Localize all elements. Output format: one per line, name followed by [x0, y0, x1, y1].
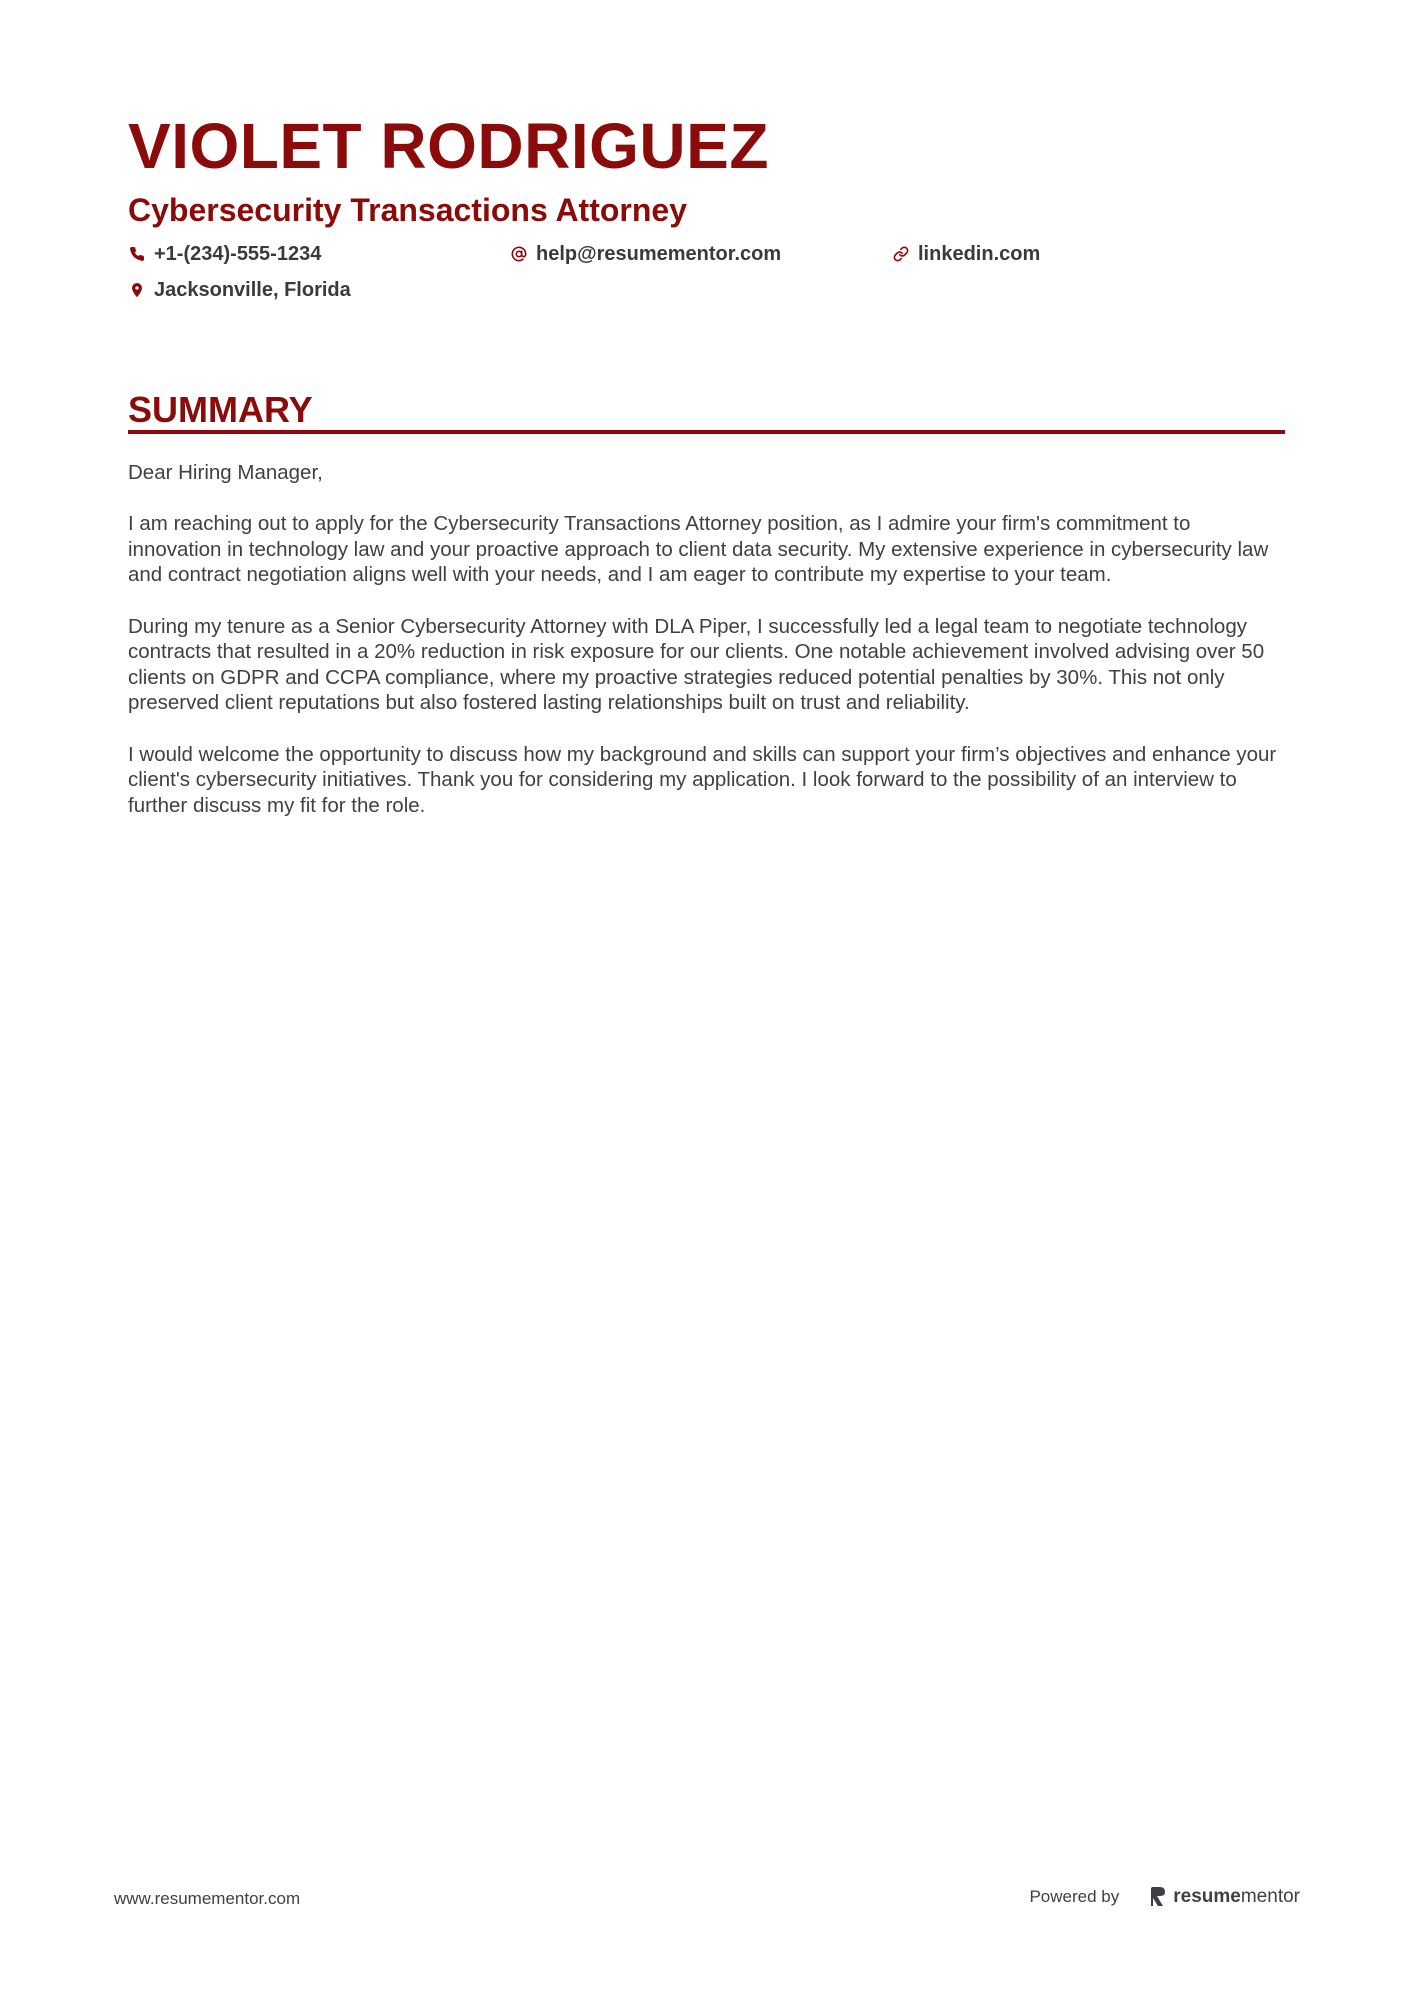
- footer-website-link[interactable]: www.resumementor.com: [114, 1889, 301, 1908]
- section-heading-summary: SUMMARY: [128, 389, 313, 430]
- section-divider: [128, 430, 1285, 434]
- candidate-name: VIOLET RODRIGUEZ: [128, 110, 769, 182]
- link-icon: [892, 245, 910, 263]
- contact-phone: [128, 239, 321, 269]
- phone-icon: [128, 245, 146, 263]
- contact-linkedin[interactable]: [892, 239, 1040, 269]
- letter-paragraph: I would welcome the opportunity to discuss how my background and skills can support your firm’s objectives and enhance your client's cybersecurity initiatives. Thank you for considering my application. I look forward to the possibility of an interview to further discuss my fit for the role.: [128, 742, 1277, 817]
- email-text: help@resumementor.com: [536, 242, 782, 265]
- resumementor-logo-icon: [1149, 1886, 1167, 1908]
- contact-email[interactable]: [510, 239, 781, 269]
- powered-by-label: Powered by: [1029, 1887, 1120, 1906]
- phone-text: +1-(234)-555-1234: [154, 242, 322, 265]
- location-text: Jacksonville, Florida: [154, 278, 351, 301]
- letter-salutation: Dear Hiring Manager,: [128, 461, 323, 484]
- letter-paragraph: I am reaching out to apply for the Cybersecurity Transactions Attorney position, as I admire your firm's commitment to innovation in technology law and your proactive approach to client data security. My extensive experience in cybersecurity law and contract negotiation aligns well with your needs, and I am eager to contribute my expertise to your team.: [128, 512, 1269, 587]
- footer-branding[interactable]: [1029, 1882, 1300, 1912]
- letter-paragraph: During my tenure as a Senior Cybersecurity Attorney with DLA Piper, I successfully led a legal team to negotiate technology contracts that resulted in a 20% reduction in risk exposure for our clients. One notable achievement involved advising over 50 clients on GDPR and CCPA compliance, where my proactive strategies reduced potential penalties by 30%. This not only preserved client reputations but also fostered lasting relationships built on trust and reliability.: [128, 614, 1265, 715]
- map-pin-icon: [128, 281, 146, 299]
- job-title: Cybersecurity Transactions Attorney: [128, 192, 687, 228]
- cover-letter-body: [128, 460, 1288, 844]
- linkedin-text: linkedin.com: [918, 242, 1041, 265]
- contact-location: [128, 275, 351, 305]
- brand-name-bold: resume: [1173, 1886, 1241, 1907]
- at-sign-icon: [510, 245, 528, 263]
- brand-name-light: mentor: [1240, 1886, 1300, 1907]
